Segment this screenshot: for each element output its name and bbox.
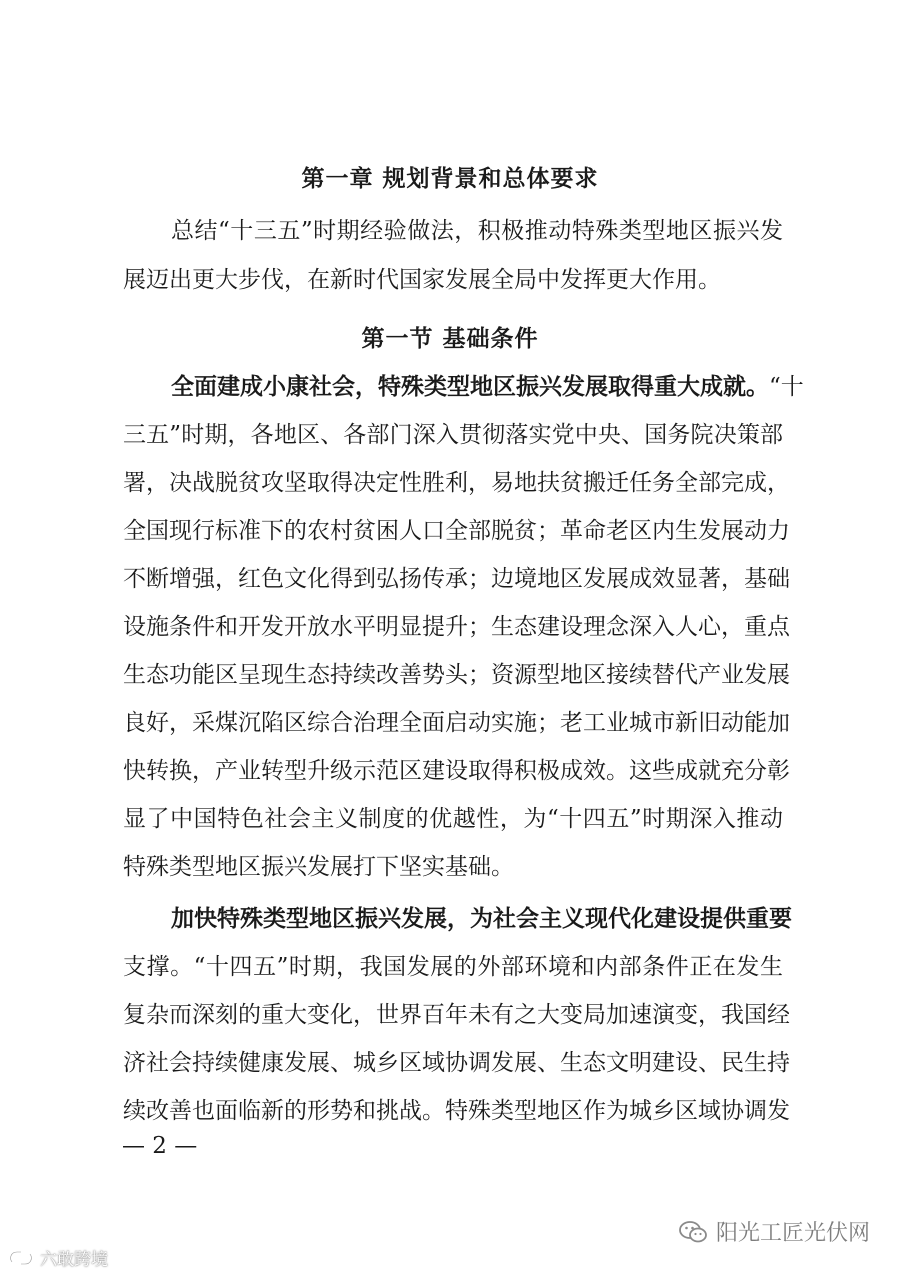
chapter-title: 第一章 规划背景和总体要求 <box>301 166 599 192</box>
paragraph-line: 全国现行标准下的农村贫困人口全部脱贫；革命老区内生发展动力 <box>123 518 790 544</box>
paragraph-line: 济社会持续健康发展、城乡区域协调发展、生态文明建设、民生持 <box>123 1050 790 1076</box>
paragraph-line: 设施条件和开发开放水平明显提升；生态建设理念深入人心，重点 <box>123 614 790 640</box>
paragraph-lead-bold: 加快特殊类型地区振兴发展，为社会主义现代化建设提供重要 <box>171 905 792 932</box>
paragraph-line: 复杂而深刻的重大变化，世界百年未有之大变局加速演变，我国经 <box>123 1002 790 1028</box>
paragraph-line: 生态功能区呈现生态持续改善势头；资源型地区接续替代产业发展 <box>123 662 790 688</box>
section-title: 第一节 基础条件 <box>361 326 539 352</box>
wechat-icon <box>678 1219 708 1245</box>
paragraph-line: 特殊类型地区振兴发展打下坚实基础。 <box>123 854 514 880</box>
paragraph-line: 续改善也面临新的形势和挑战。特殊类型地区作为城乡区域协调发 <box>123 1098 790 1124</box>
paragraph-lead-line <box>171 372 804 402</box>
paragraph-line: 快转换，产业转型升级示范区建设取得积极成效。这些成就充分彰 <box>123 758 790 784</box>
paragraph-line: 不断增强，红色文化得到弘扬传承；边境地区发展成效显著，基础 <box>123 566 790 592</box>
watermark-left <box>8 1245 108 1270</box>
paragraph-line: 支撑。“十四五”时期，我国发展的外部环境和内部条件正在发生 <box>123 954 783 980</box>
page-number: — 2 — <box>122 1133 198 1159</box>
paragraph-line: 良好，采煤沉陷区综合治理全面启动实施；老工业城市新旧动能加 <box>123 710 790 736</box>
paragraph-line: 三五”时期，各地区、各部门深入贯彻落实党中央、国务院决策部 <box>123 422 783 448</box>
paragraph-lead-bold: 全面建成小康社会，特殊类型地区振兴发展取得重大成就。 <box>171 373 769 400</box>
paragraph-lead-tail: “十 <box>769 374 804 400</box>
watermark-right <box>678 1216 870 1247</box>
link-logo-icon <box>8 1248 34 1268</box>
intro-line: 总结“十三五”时期经验做法，积极推动特殊类型地区振兴发 <box>171 218 783 244</box>
watermark-left-text: 六敢跨境 <box>40 1250 108 1270</box>
paragraph-line: 显了中国特色社会主义制度的优越性，为“十四五”时期深入推动 <box>123 806 783 832</box>
intro-line: 展迈出更大步伐，在新时代国家发展全局中发挥更大作用。 <box>123 267 721 293</box>
paragraph-line: 署，决战脱贫攻坚取得决定性胜利，易地扶贫搬迁任务全部完成， <box>123 470 790 496</box>
watermark-right-text: 阳光工匠光伏网 <box>715 1221 870 1246</box>
